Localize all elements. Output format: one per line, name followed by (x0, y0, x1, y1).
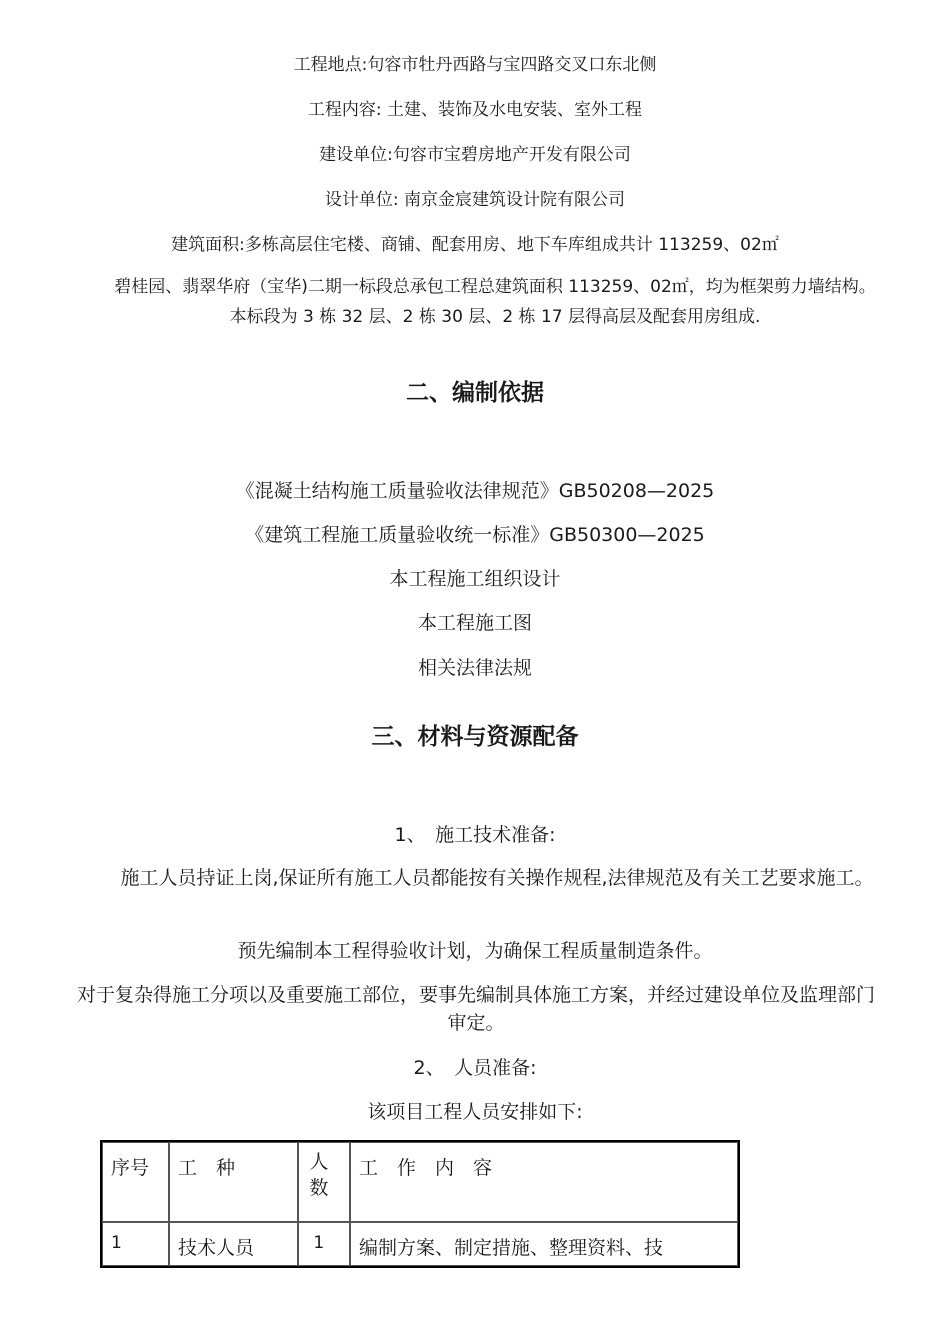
section3-title: 三、材料与资源配备 (371, 724, 579, 750)
table-row (102, 1222, 738, 1266)
header-cell: 工 作 内 容 (350, 1142, 738, 1222)
prep-paragraph: 预先编制本工程得验收计划，为确保工程质量制造条件。 (237, 940, 713, 962)
header-cell: 序号 (102, 1142, 169, 1222)
prep-paragraph: 对于复杂得施工分项以及重要施工部位，要事先编制具体施工方案，并经过建设单位及监理部门审定。 (76, 984, 875, 1034)
prep-paragraph: 施工人员持证上岗,保证所有施工人员都能按有关操作规程,法律规范及有关工艺要求施工。 (120, 867, 874, 889)
staff-table (100, 1140, 740, 1268)
table-cell: 技术人员 (169, 1222, 298, 1266)
basis-item: 相关法律法规 (417, 657, 532, 679)
table-cell: 1 (102, 1222, 169, 1266)
personnel-intro: 该项目工程人员安排如下: (367, 1101, 583, 1123)
header-cell: 人数 (298, 1142, 350, 1222)
section2-title: 二、编制依据 (406, 380, 544, 406)
construction-unit: 建设单位:句容市宝碧房地产开发有限公司 (319, 145, 631, 165)
project-content: 工程内容: 土建、装饰及水电安装、室外工程 (307, 100, 643, 120)
header-cell: 工 种 (169, 1142, 298, 1222)
project-location: 工程地点:句容市牡丹西路与宝四路交叉口东北侧 (293, 55, 657, 75)
basis-item: 本工程施工图 (417, 612, 532, 634)
building-area: 建筑面积:多栋高层住宅楼、商铺、配套用房、地下车库组成共计 113259、02㎡ (171, 235, 779, 255)
design-unit: 设计单位: 南京金宸建筑设计院有限公司 (324, 190, 626, 210)
subsection-personnel-prep: 2、 人员准备: (413, 1057, 537, 1079)
overview-paragraph: 碧桂园、翡翠华府（宝华)二期一标段总承包工程总建筑面积 113259、02㎡，均为框架剪力墙结构。本标段为 3 栋 32 层、2 栋 30 层、2 栋 17 层得高层及配套用房组成. (114, 277, 876, 327)
table-cell: 编制方案、制定措施、整理资料、技 (350, 1222, 738, 1266)
subsection-technical-prep: 1、 施工技术准备: (394, 824, 556, 846)
basis-item: 本工程施工组织设计 (389, 568, 561, 590)
basis-item: 《建筑工程施工质量验收统一标准》GB50300—2025 (245, 524, 705, 546)
table-cell: 1 (298, 1222, 350, 1266)
basis-item: 《混凝土结构施工质量验收法律规范》GB50208—2025 (235, 480, 715, 502)
table-header-row (102, 1142, 738, 1222)
